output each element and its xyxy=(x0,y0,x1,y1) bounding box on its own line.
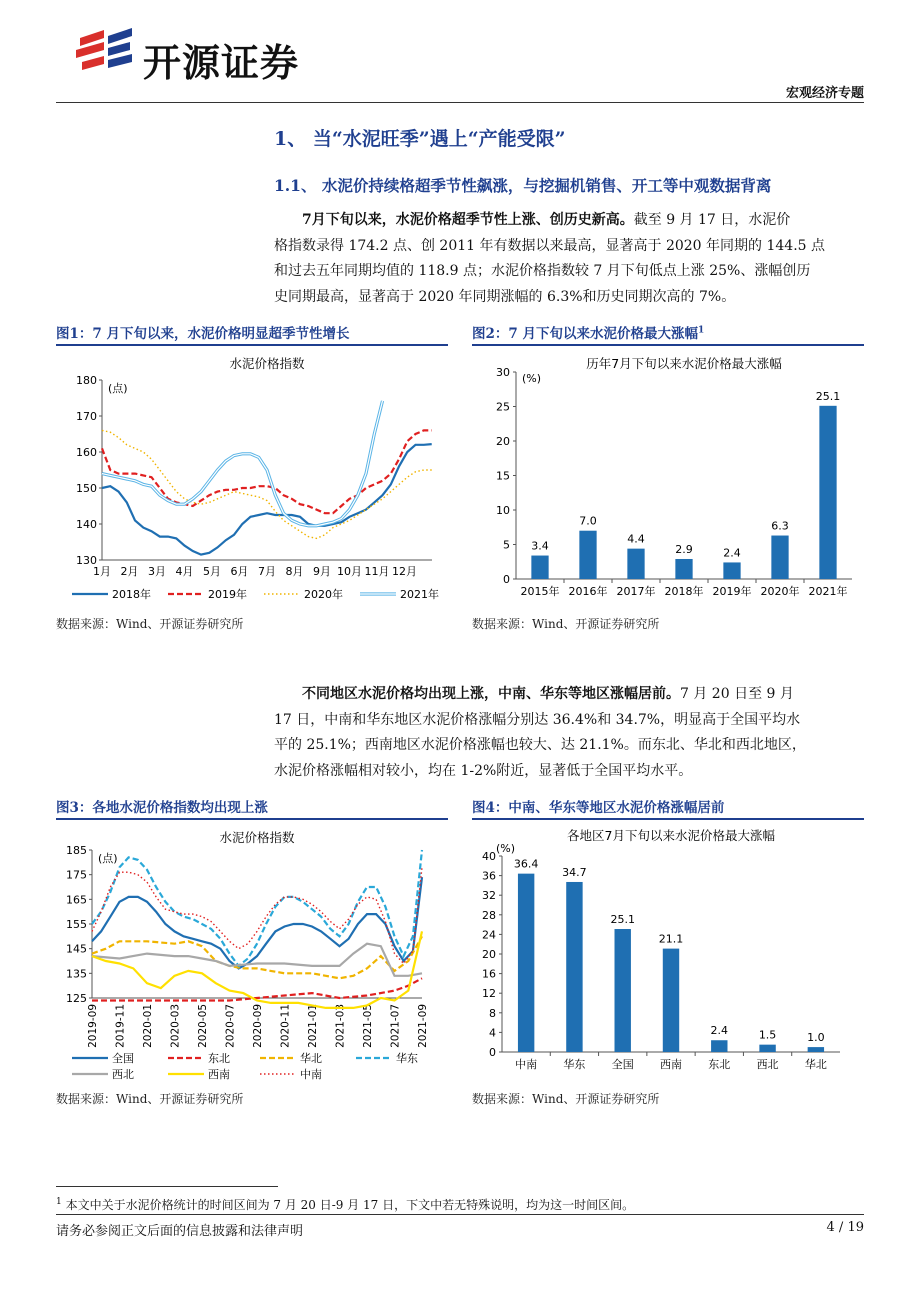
logo-mark-icon xyxy=(74,28,134,82)
figure-1-source: 数据来源：Wind、开源证券研究所 xyxy=(56,617,244,631)
y-unit-label: (%) xyxy=(496,842,516,855)
paragraph-line: 史同期最高，显著高于 2020 年同期涨幅的 6.3%和历史同期次高的 7%。 xyxy=(274,288,736,305)
bar xyxy=(615,929,631,1052)
figure-1-title: 图1：7 月下旬以来，水泥价格明显超季节性增长 xyxy=(56,326,350,342)
bar xyxy=(675,559,692,579)
x-tick-label: 2020-11 xyxy=(279,1004,292,1048)
footnote-rule xyxy=(56,1186,278,1187)
bar xyxy=(723,562,740,579)
report-category: 宏观经济专题 xyxy=(785,86,864,101)
footnote-ref: 1 xyxy=(698,325,705,336)
y-tick-label: 10 xyxy=(496,504,510,517)
bar-value-label: 21.1 xyxy=(658,932,684,946)
y-tick-label: 130 xyxy=(76,554,97,567)
bar-value-label: 25.1 xyxy=(815,389,841,403)
x-tick-label: 10月 xyxy=(337,565,362,578)
bar-value-label: 2.4 xyxy=(710,1024,729,1038)
y-tick-label: 5 xyxy=(503,538,510,552)
chart-1 xyxy=(56,350,448,608)
bar-value-label: 34.7 xyxy=(562,865,587,879)
x-tick-label: 西北 xyxy=(756,1058,779,1071)
bar xyxy=(771,536,788,579)
legend-label: 2020年 xyxy=(304,588,343,601)
chart-3 xyxy=(56,822,448,1084)
x-tick-label: 3月 xyxy=(148,565,166,578)
figure-1-rule xyxy=(56,344,448,346)
y-tick-label: 24 xyxy=(482,928,496,942)
x-tick-label: 7月 xyxy=(258,565,276,578)
figure-2-title xyxy=(472,322,704,342)
y-tick-label: 125 xyxy=(66,992,87,1005)
paragraph-2 xyxy=(274,682,864,784)
footnote-text: 本文中关于水泥价格统计的时间区间为 7 月 20 日-9 月 17 日，下文中若无特殊说明，均为这一时间区间。 xyxy=(65,1198,635,1212)
y-tick-label: 150 xyxy=(76,482,97,495)
figure-4-source: 数据来源：Wind、开源证券研究所 xyxy=(472,1092,660,1106)
x-tick-label: 5月 xyxy=(203,565,221,578)
y-unit-label: (点) xyxy=(98,852,118,865)
x-tick-label: 华北 xyxy=(804,1058,827,1071)
chart-4 xyxy=(472,822,864,1084)
x-tick-label: 2021-05 xyxy=(362,1004,374,1048)
x-tick-label: 4月 xyxy=(175,565,194,578)
x-tick-label: 2020-07 xyxy=(224,1004,237,1048)
y-tick-label: 36 xyxy=(482,869,496,883)
x-tick-label: 2016年 xyxy=(568,585,608,598)
x-tick-label: 2019年 xyxy=(712,585,752,598)
y-tick-label: 135 xyxy=(66,967,87,981)
chart-title: 水泥价格指数 xyxy=(219,830,295,845)
y-tick-label: 0 xyxy=(503,573,510,586)
chart-title: 历年7月下旬以来水泥价格最大涨幅 xyxy=(586,356,782,371)
series-line xyxy=(92,867,422,963)
x-tick-label: 2020年 xyxy=(760,585,800,598)
footnote-number: 1 xyxy=(56,1197,62,1207)
figure-3-title: 图3：各地水泥价格指数均出现上涨 xyxy=(56,800,268,816)
x-tick-label: 2017年 xyxy=(616,585,656,598)
paragraph-line xyxy=(274,682,864,708)
legend-label: 西南 xyxy=(208,1068,230,1081)
figure-4-title: 图4：中南、华东等地区水泥价格涨幅居前 xyxy=(472,800,725,816)
section-heading: 1、 当“水泥旺季”遇上“产能受限” xyxy=(274,128,566,150)
x-tick-label: 2019-11 xyxy=(114,1004,127,1048)
y-tick-label: 160 xyxy=(76,446,97,459)
y-tick-label: 8 xyxy=(489,1006,496,1020)
x-tick-label: 西南 xyxy=(660,1058,682,1071)
y-tick-label: 145 xyxy=(66,942,87,956)
paragraph-lead: 7月下旬以来，水泥价格超季节性上涨、创历史新高。 xyxy=(302,212,634,228)
x-tick-label: 2021-03 xyxy=(334,1004,347,1048)
figure-4-rule xyxy=(472,818,864,820)
bar-value-label: 6.3 xyxy=(771,519,789,533)
legend-label: 中南 xyxy=(300,1068,322,1081)
y-tick-label: 32 xyxy=(482,889,496,903)
series-line xyxy=(92,944,422,976)
paragraph-line xyxy=(274,208,864,234)
paragraph-line: 17 日，中南和华东地区水泥价格涨幅分别达 36.4%和 34.7%，明显高于全国平均水 xyxy=(274,711,801,728)
x-tick-label: 全国 xyxy=(611,1058,634,1071)
series-line xyxy=(102,430,432,538)
y-tick-label: 155 xyxy=(66,918,87,931)
bar xyxy=(759,1045,775,1052)
y-tick-label: 175 xyxy=(66,868,87,882)
legend-label: 华东 xyxy=(396,1052,418,1065)
y-tick-label: 25 xyxy=(496,400,510,414)
y-tick-label: 4 xyxy=(489,1026,496,1040)
y-tick-label: 12 xyxy=(482,987,496,1001)
y-tick-label: 20 xyxy=(496,435,510,448)
paragraph-line: 平的 25.1%；西南地区水泥价格涨幅也较大、达 21.1%。而东北、华北和西北地区， xyxy=(274,737,806,753)
bar-value-label: 7.0 xyxy=(579,514,597,528)
figure-2-title-text: 图2：7 月下旬以来水泥价格最大涨幅 xyxy=(472,326,698,342)
x-tick-label: 中南 xyxy=(515,1058,538,1071)
legend-label: 全国 xyxy=(112,1052,134,1065)
page-number: 4 / 19 xyxy=(826,1220,864,1235)
y-unit-label: (%) xyxy=(522,372,542,385)
bar xyxy=(579,531,596,579)
x-tick-label: 华东 xyxy=(563,1058,586,1071)
bar-value-label: 1.0 xyxy=(807,1031,825,1045)
x-tick-label: 2021-07 xyxy=(389,1004,402,1048)
y-tick-label: 40 xyxy=(482,850,496,863)
paragraph-line: 水泥价格涨幅相对较小，均在 1-2%附近，显著低于全国平均水平。 xyxy=(274,762,693,779)
bar-value-label: 36.4 xyxy=(513,857,539,871)
legend-label: 东北 xyxy=(208,1052,230,1065)
bar-value-label: 3.4 xyxy=(531,539,549,553)
y-tick-label: 0 xyxy=(489,1046,496,1059)
chart-2 xyxy=(472,350,864,608)
bar xyxy=(566,882,582,1052)
y-tick-label: 16 xyxy=(482,967,496,981)
chart-title: 水泥价格指数 xyxy=(229,356,305,371)
y-tick-label: 165 xyxy=(66,893,87,907)
y-tick-label: 170 xyxy=(76,410,97,423)
logo xyxy=(74,28,134,82)
bar-value-label: 4.4 xyxy=(627,532,645,546)
x-tick-label: 2018年 xyxy=(664,585,704,598)
x-tick-label: 12月 xyxy=(392,565,417,578)
x-tick-label: 11月 xyxy=(364,565,390,578)
series-line xyxy=(102,444,432,554)
paragraph-text: 7 月 20 日至 9 月 xyxy=(680,686,794,702)
y-tick-label: 15 xyxy=(496,469,510,483)
x-tick-label: 2020-05 xyxy=(197,1004,209,1048)
x-tick-label: 2015年 xyxy=(520,585,560,598)
legend-label: 2019年 xyxy=(208,588,247,601)
paragraph-text: 截至 9 月 17 日，水泥价 xyxy=(633,212,791,228)
x-tick-label: 2021-09 xyxy=(417,1004,429,1048)
legend-label: 2018年 xyxy=(112,588,151,601)
y-tick-label: 28 xyxy=(482,908,496,922)
x-tick-label: 2021年 xyxy=(808,585,848,598)
bar xyxy=(819,406,836,579)
chart-title: 各地区7月下旬以来水泥价格最大涨幅 xyxy=(567,828,775,843)
subsection-heading: 1.1、 水泥价持续格超季节性飙涨，与挖掘机销售、开工等中观数据背离 xyxy=(274,176,772,195)
bar-value-label: 2.4 xyxy=(723,546,741,560)
legend-label: 华北 xyxy=(300,1052,322,1065)
header-rule xyxy=(56,102,864,103)
x-tick-label: 2021-01 xyxy=(307,1004,319,1048)
paragraph-lead: 不同地区水泥价格均出现上涨，中南、华东等地区涨幅居前。 xyxy=(302,686,680,702)
x-tick-label: 9月 xyxy=(313,565,331,578)
y-tick-label: 30 xyxy=(496,366,510,379)
series-line xyxy=(92,850,422,966)
legend-label: 西北 xyxy=(112,1068,134,1081)
x-tick-label: 2019-09 xyxy=(87,1004,99,1048)
bar xyxy=(518,874,534,1052)
bar xyxy=(711,1040,727,1052)
bar xyxy=(663,949,679,1052)
paragraph-line: 格指数录得 174.2 点、创 2011 年有数据以来最高，显著高于 2020 年同期的 144.5 点 xyxy=(274,237,826,254)
x-tick-label: 东北 xyxy=(708,1058,731,1071)
x-tick-label: 2020-01 xyxy=(142,1004,154,1048)
y-tick-label: 185 xyxy=(66,844,87,857)
footer-rule xyxy=(56,1214,864,1215)
paragraph-1 xyxy=(274,208,864,310)
figure-2-rule xyxy=(472,344,864,346)
series-line xyxy=(92,931,422,1008)
legend-label: 2021年 xyxy=(400,588,439,601)
y-tick-label: 180 xyxy=(76,374,97,387)
x-tick-label: 2020-03 xyxy=(169,1004,182,1048)
bar xyxy=(531,556,548,579)
footer-disclaimer: 请务必参阅正文后面的信息披露和法律声明 xyxy=(56,1224,304,1239)
y-tick-label: 20 xyxy=(482,948,496,961)
logo-text: 开源证券 xyxy=(143,41,300,85)
figure-3-rule xyxy=(56,818,448,820)
footnote xyxy=(56,1196,634,1213)
bar xyxy=(808,1047,824,1052)
x-tick-label: 1月 xyxy=(93,565,111,578)
paragraph-line: 和过去五年同期均值的 118.9 点；水泥价格指数较 7 月下旬低点上涨 25%、涨幅创历 xyxy=(274,263,811,279)
x-tick-label: 2020-09 xyxy=(252,1004,264,1048)
figure-3-source: 数据来源：Wind、开源证券研究所 xyxy=(56,1092,244,1106)
series-line xyxy=(92,978,422,1000)
y-tick-label: 140 xyxy=(76,518,97,531)
x-tick-label: 6月 xyxy=(230,565,249,578)
bar-value-label: 1.5 xyxy=(758,1028,777,1042)
bar-value-label: 2.9 xyxy=(675,542,693,556)
bar xyxy=(627,549,644,579)
bar-value-label: 25.1 xyxy=(610,913,635,927)
x-tick-label: 8月 xyxy=(285,565,304,578)
x-tick-label: 2月 xyxy=(120,565,139,578)
y-unit-label: (点) xyxy=(108,382,128,395)
figure-2-source: 数据来源：Wind、开源证券研究所 xyxy=(472,617,660,631)
